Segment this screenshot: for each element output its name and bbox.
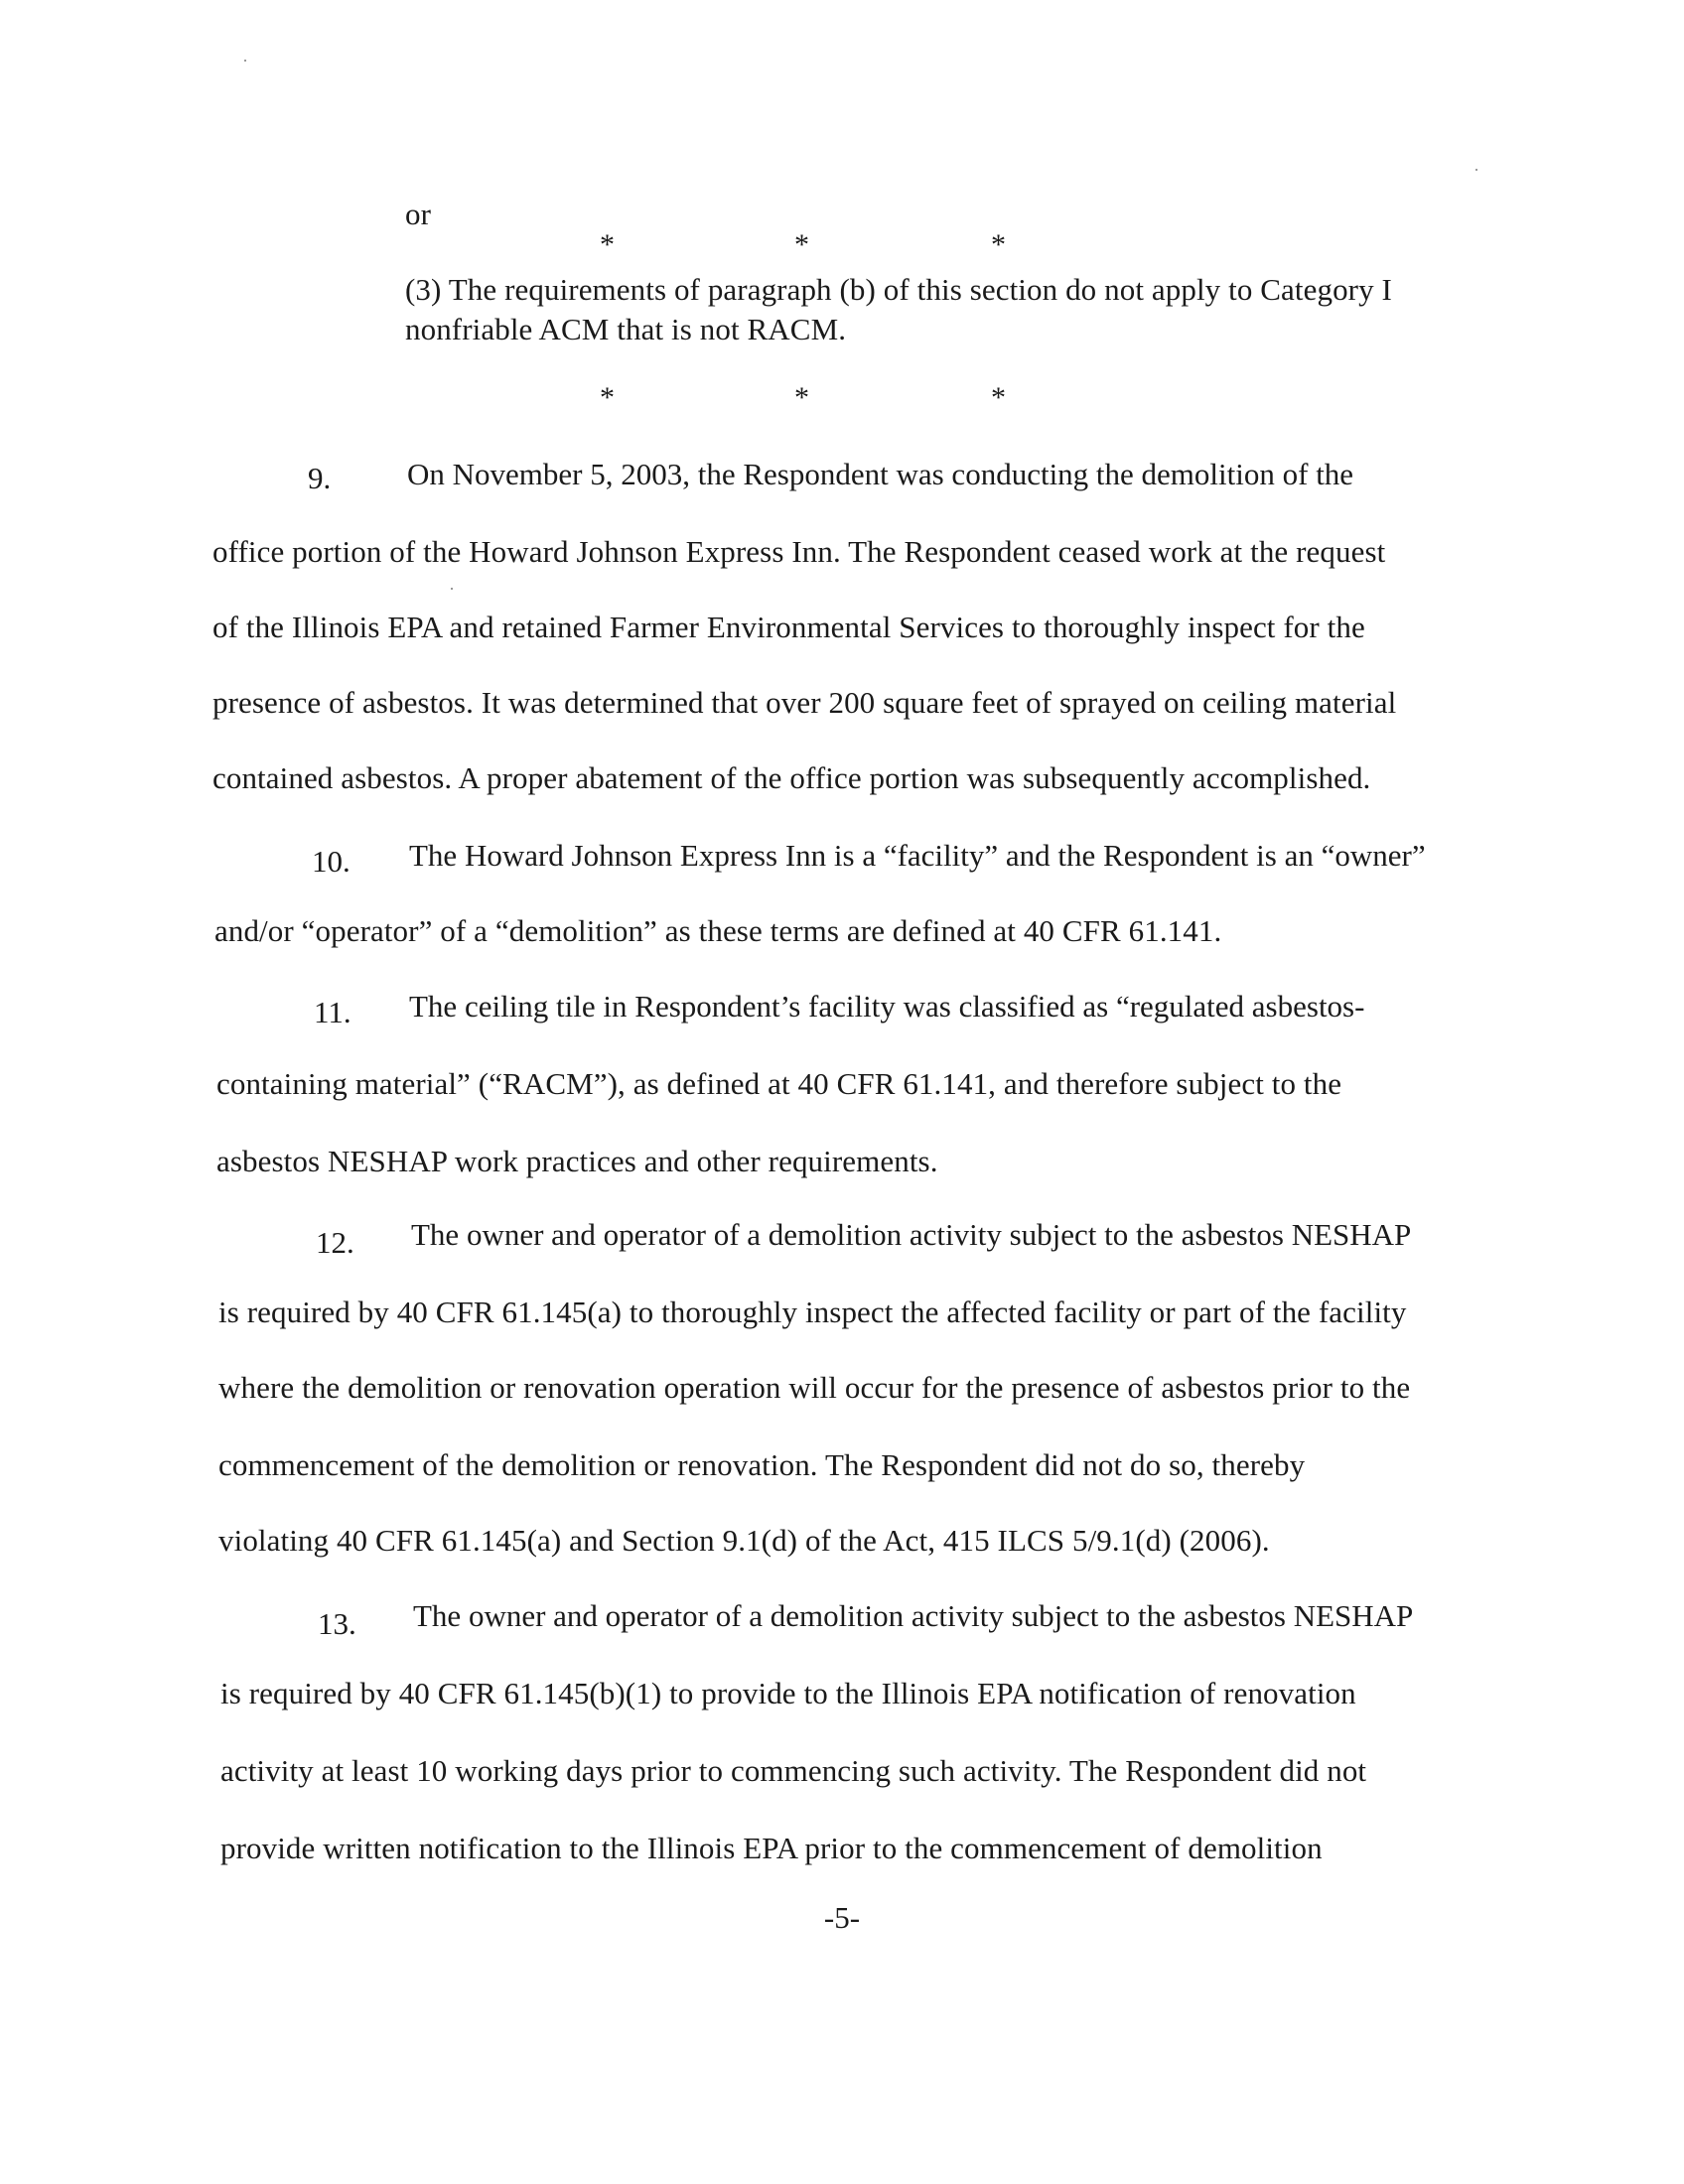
paragraph-line: asbestos NESHAP work practices and other requirements.	[216, 1144, 938, 1178]
paragraph-line: is required by 40 CFR 61.145(a) to thoroughly inspect the affected facility or part of the facility	[218, 1295, 1407, 1329]
paragraph-line: presence of asbestos. It was determined that over 200 square feet of sprayed on ceiling material	[212, 685, 1397, 720]
paragraph-line: activity at least 10 working days prior to commencing such activity. The Respondent did not	[220, 1753, 1367, 1788]
paragraph-line: commencement of the demolition or renovation. The Respondent did not do so, thereby	[218, 1447, 1306, 1482]
paragraph-number: 11.	[314, 995, 351, 1029]
scan-speck	[244, 60, 246, 62]
paragraph-first-line: The owner and operator of a demolition activity subject to the asbestos NESHAP	[411, 1217, 1412, 1252]
paragraph-number: 12.	[316, 1225, 354, 1260]
quote-item3-line2: nonfriable ACM that is not RACM.	[405, 312, 847, 346]
paragraph-line: is required by 40 CFR 61.145(b)(1) to provide to the Illinois EPA notification of renovation	[220, 1676, 1356, 1710]
paragraph-line: where the demolition or renovation operation will occur for the presence of asbestos prior to the	[218, 1370, 1411, 1405]
paragraph-number: 9.	[308, 461, 332, 495]
paragraph-line: of the Illinois EPA and retained Farmer Environmental Services to thoroughly inspect for the	[212, 610, 1365, 644]
separator-asterisk: *	[991, 381, 1006, 414]
paragraph-first-line: The owner and operator of a demolition activity subject to the asbestos NESHAP	[413, 1598, 1414, 1633]
paragraph-number: 10.	[312, 844, 351, 879]
quote-or: or	[405, 197, 432, 231]
paragraph-line: containing material” (“RACM”), as defined at 40 CFR 61.141, and therefore subject to the	[216, 1066, 1342, 1101]
separator-asterisk: *	[991, 228, 1006, 261]
paragraph-first-line: The ceiling tile in Respondent’s facility was classified as “regulated asbestos-	[409, 989, 1365, 1024]
paragraph-first-line: The Howard Johnson Express Inn is a “facility” and the Respondent is an “owner”	[409, 838, 1426, 873]
separator-asterisk: *	[600, 381, 615, 414]
paragraph-line: and/or “operator” of a “demolition” as these terms are defined at 40 CFR 61.141.	[214, 913, 1222, 948]
separator-asterisk: *	[600, 228, 615, 261]
quote-item3-line1: (3) The requirements of paragraph (b) of this section do not apply to Category I	[405, 272, 1392, 307]
paragraph-number: 13.	[318, 1606, 356, 1641]
scan-speck	[1475, 169, 1477, 171]
separator-asterisk: *	[794, 381, 809, 414]
scan-speck	[451, 588, 453, 590]
paragraph-line: provide written notification to the Illinois EPA prior to the commencement of demolition	[220, 1831, 1323, 1865]
page-number: -5-	[823, 1900, 861, 1935]
paragraph-line: office portion of the Howard Johnson Express Inn. The Respondent ceased work at the request	[212, 534, 1386, 569]
paragraph-first-line: On November 5, 2003, the Respondent was conducting the demolition of the	[407, 457, 1354, 491]
paragraph-line: contained asbestos. A proper abatement of the office portion was subsequently accomplished.	[212, 760, 1371, 795]
separator-asterisk: *	[794, 228, 809, 261]
paragraph-line: violating 40 CFR 61.145(a) and Section 9.1(d) of the Act, 415 ILCS 5/9.1(d) (2006).	[218, 1523, 1270, 1558]
